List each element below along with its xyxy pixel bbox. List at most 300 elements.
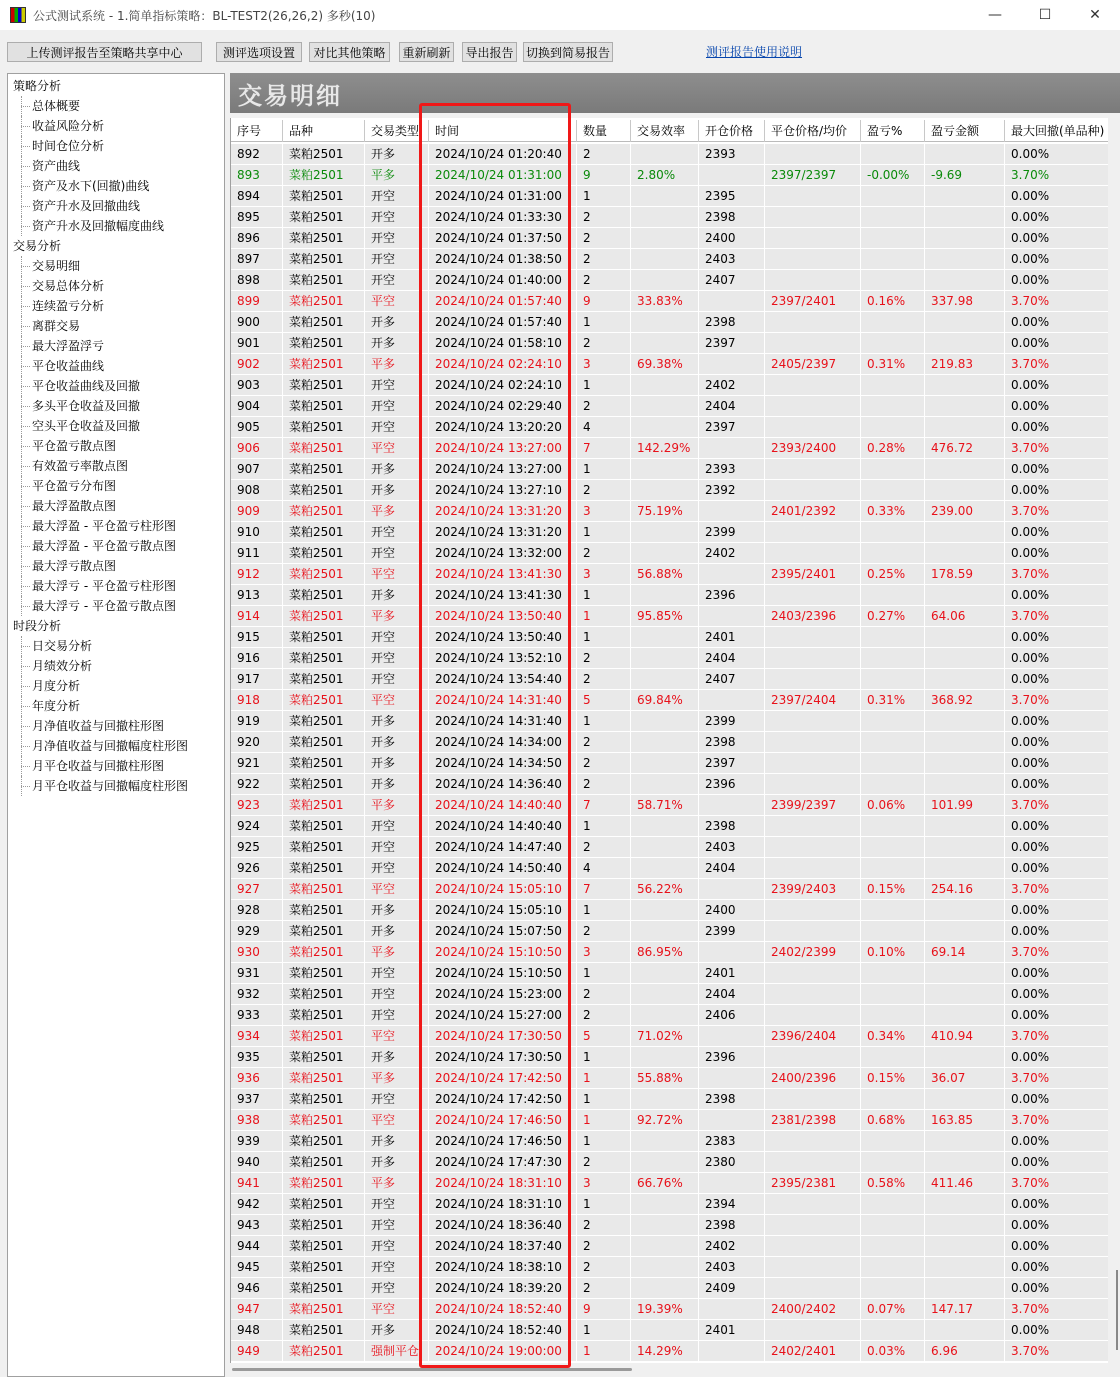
table-cell: 92.72% [631,1110,699,1130]
table-cell: 9 [577,165,631,185]
table-cell: 36.07 [925,1068,1005,1088]
table-cell: 2024/10/24 15:05:10 [429,879,577,899]
tree-item[interactable]: 平仓盈亏分布图 [8,476,224,496]
table-cell: 0.00% [1005,963,1108,983]
table-cell: 2397 [699,333,765,353]
table-row[interactable] [231,249,1108,270]
horizontal-scrollbar[interactable] [232,1368,632,1371]
table-row[interactable] [231,564,1108,585]
table-row[interactable] [231,774,1108,795]
table-cell: 2398 [699,816,765,836]
toolbar [0,38,1120,64]
table-row[interactable] [231,144,1108,165]
tree-item[interactable]: 平仓盈亏散点图 [8,436,224,456]
table-row[interactable] [231,1194,1108,1215]
tree-item[interactable]: 月绩效分析 [8,656,224,676]
tree-item[interactable]: 最大浮亏 - 平仓盈亏散点图 [8,596,224,616]
tree-item[interactable]: 收益风险分析 [8,116,224,136]
table-cell: 0.00% [1005,900,1108,920]
table-cell: 2 [577,753,631,773]
table-cell: 3.70% [1005,690,1108,710]
table-cell: 2 [577,1257,631,1277]
test-options-button[interactable]: 测评选项设置 [216,42,302,62]
table-cell: 2400/2402 [765,1299,861,1319]
table-cell: 2399 [699,522,765,542]
table-cell: 2.80% [631,165,699,185]
table-cell: 菜粕2501 [283,459,365,479]
table-cell: 2024/10/24 17:30:50 [429,1026,577,1046]
table-cell [925,1047,1005,1067]
table-cell [765,732,861,752]
table-cell: 0.00% [1005,837,1108,857]
table-cell: 菜粕2501 [283,522,365,542]
column-header[interactable]: 平仓价格/均价 [765,120,861,142]
table-cell: 2024/10/24 01:57:40 [429,291,577,311]
table-cell [925,333,1005,353]
table-cell: 337.98 [925,291,1005,311]
table-cell: 2024/10/24 17:46:50 [429,1131,577,1151]
table-cell: 开多 [365,1320,429,1340]
tree-item[interactable]: 年度分析 [8,696,224,716]
table-row[interactable] [231,1320,1108,1341]
table-cell: 947 [231,1299,283,1319]
table-cell: 2394 [699,1194,765,1214]
close-button[interactable] [1070,0,1120,30]
table-cell [765,459,861,479]
tree-item[interactable]: 最大浮盈浮亏 [8,336,224,356]
table-row[interactable] [231,333,1108,354]
table-cell: 2401 [699,963,765,983]
table-cell [861,543,925,563]
table-cell [925,1194,1005,1214]
table-cell [861,921,925,941]
table-row[interactable] [231,690,1108,711]
refresh-button[interactable]: 重新刷新 [399,42,454,62]
table-cell: 3.70% [1005,354,1108,374]
tree-item[interactable]: 连续盈亏分析 [8,296,224,316]
tree-item[interactable]: 月净值收益与回撤幅度柱形图 [8,736,224,756]
table-cell: 0.00% [1005,774,1108,794]
table-cell [925,669,1005,689]
table-cell [925,207,1005,227]
column-header[interactable]: 序号 [231,120,283,142]
table-cell: 开空 [365,228,429,248]
table-cell: 2024/10/24 14:31:40 [429,690,577,710]
table-cell: 3.70% [1005,564,1108,584]
table-cell: 2024/10/24 02:24:10 [429,375,577,395]
column-header[interactable]: 交易类型 [365,120,429,142]
table-cell [631,1005,699,1025]
table-cell [699,438,765,458]
table-cell: 开空 [365,375,429,395]
table-cell: 开空 [365,1215,429,1235]
table-row[interactable] [231,648,1108,669]
table-cell: 2397/2404 [765,690,861,710]
table-cell: 菜粕2501 [283,753,365,773]
tree-item[interactable]: 月度分析 [8,676,224,696]
table-cell: 2402/2399 [765,942,861,962]
column-header[interactable]: 数量 [577,120,631,142]
table-row[interactable] [231,1257,1108,1278]
table-cell [861,816,925,836]
table-cell: 菜粕2501 [283,1236,365,1256]
tree-item[interactable]: 最大浮盈散点图 [8,496,224,516]
table-cell [861,774,925,794]
table-cell: 0.27% [861,606,925,626]
table-cell [861,963,925,983]
table-row[interactable] [231,963,1108,984]
table-row[interactable] [231,417,1108,438]
table-cell: -9.69 [925,165,1005,185]
tree-item[interactable]: 最大浮亏散点图 [8,556,224,576]
table-cell: 平多 [365,606,429,626]
table-cell: 2024/10/24 18:38:10 [429,1257,577,1277]
table-cell: 0.00% [1005,711,1108,731]
tree-group[interactable]: 策略分析 [13,79,62,93]
table-cell: 943 [231,1215,283,1235]
table-cell [699,1068,765,1088]
tree-group[interactable]: 时段分析 [13,619,62,633]
table-cell: 2024/10/24 01:37:50 [429,228,577,248]
table-row[interactable] [231,1236,1108,1257]
table-row[interactable] [231,1278,1108,1299]
table-row[interactable] [231,459,1108,480]
table-cell: 平空 [365,690,429,710]
tree-item[interactable]: 平仓收益曲线及回撤 [8,376,224,396]
tree-item[interactable]: 总体概要 [8,96,224,116]
table-row[interactable] [231,270,1108,291]
table-cell: 920 [231,732,283,752]
table-cell: 3.70% [1005,1299,1108,1319]
table-cell: 945 [231,1257,283,1277]
table-cell: 0.00% [1005,1236,1108,1256]
help-link[interactable]: 测评报告使用说明 [706,45,803,59]
table-cell: 2398 [699,312,765,332]
table-cell: 0.15% [861,879,925,899]
table-cell [925,312,1005,332]
table-cell: 0.28% [861,438,925,458]
table-cell [631,711,699,731]
table-row[interactable] [231,1110,1108,1131]
table-cell: 2024/10/24 13:54:40 [429,669,577,689]
table-cell: 892 [231,144,283,164]
table-cell: 2401 [699,627,765,647]
table-cell: 2024/10/24 18:37:40 [429,1236,577,1256]
table-row[interactable] [231,1152,1108,1173]
table-cell: 2024/10/24 14:47:40 [429,837,577,857]
tree-item[interactable]: 最大浮盈 - 平仓盈亏散点图 [8,536,224,556]
column-header[interactable]: 盈亏% [861,120,925,142]
table-cell: 0.00% [1005,1320,1108,1340]
table-row[interactable] [231,1299,1108,1320]
table-row[interactable] [231,312,1108,333]
table-cell [631,753,699,773]
table-cell: 2395/2401 [765,564,861,584]
table-cell: 915 [231,627,283,647]
table-cell: 930 [231,942,283,962]
table-cell: 3.70% [1005,1068,1108,1088]
table-cell [861,396,925,416]
column-header[interactable]: 最大回撤(单品种) [1005,120,1108,142]
table-row[interactable] [231,291,1108,312]
table-cell [765,480,861,500]
tree-item[interactable]: 日交易分析 [8,636,224,656]
table-cell: 2396 [699,585,765,605]
table-cell: 908 [231,480,283,500]
table-cell: 平多 [365,165,429,185]
table-cell: 3.70% [1005,1341,1108,1361]
table-row[interactable] [231,1131,1108,1152]
tree-item[interactable]: 资产升水及回撤曲线 [8,196,224,216]
table-cell: 1 [577,1068,631,1088]
table-cell: 1 [577,1047,631,1067]
table-row[interactable] [231,816,1108,837]
table-cell: 5 [577,1026,631,1046]
compare-strategy-button[interactable]: 对比其他策略 [309,42,390,62]
minimize-button[interactable] [970,0,1020,30]
tree-item[interactable]: 离群交易 [8,316,224,336]
table-cell [765,921,861,941]
tree-item[interactable]: 最大浮盈 - 平仓盈亏柱形图 [8,516,224,536]
tree-item[interactable]: 资产升水及回撤幅度曲线 [8,216,224,236]
table-cell [631,186,699,206]
table-cell: 2400 [699,228,765,248]
table-row[interactable] [231,627,1108,648]
table-cell: 2024/10/24 14:40:40 [429,816,577,836]
table-cell: 菜粕2501 [283,228,365,248]
table-cell: 929 [231,921,283,941]
table-row[interactable] [231,900,1108,921]
table-cell [925,1089,1005,1109]
table-cell: 3.70% [1005,438,1108,458]
table-row[interactable] [231,501,1108,522]
table-row[interactable] [231,1089,1108,1110]
table-cell: 开空 [365,186,429,206]
tree-item[interactable]: 月平仓收益与回撤柱形图 [8,756,224,776]
table-cell: 菜粕2501 [283,963,365,983]
table-row[interactable] [231,354,1108,375]
table-cell: 0.00% [1005,1152,1108,1172]
table-cell: 开空 [365,816,429,836]
table-row[interactable] [231,1215,1108,1236]
table-cell: 939 [231,1131,283,1151]
table-cell: 75.19% [631,501,699,521]
table-cell: 菜粕2501 [283,690,365,710]
table-cell: 开空 [365,1194,429,1214]
tree-item[interactable]: 月平仓收益与回撤幅度柱形图 [8,776,224,796]
table-cell [861,144,925,164]
table-cell [861,522,925,542]
tree-item[interactable]: 有效盈亏率散点图 [8,456,224,476]
table-cell: 0.25% [861,564,925,584]
table-cell: 2398 [699,732,765,752]
table-cell: 894 [231,186,283,206]
table-row[interactable] [231,480,1108,501]
table-cell [861,585,925,605]
table-cell: 0.00% [1005,1278,1108,1298]
table-row[interactable] [231,375,1108,396]
column-header[interactable]: 时间 [429,120,577,142]
table-row[interactable] [231,396,1108,417]
table-row[interactable] [231,585,1108,606]
table-row[interactable] [231,942,1108,963]
table-cell: 0.00% [1005,1005,1108,1025]
table-cell [765,1236,861,1256]
table-cell: 2401 [699,1320,765,1340]
table-row[interactable] [231,1341,1108,1362]
table-cell: 菜粕2501 [283,1152,365,1172]
table-cell: 菜粕2501 [283,711,365,731]
table-row[interactable] [231,522,1108,543]
table-cell: 3.70% [1005,501,1108,521]
tree-item[interactable]: 空头平仓收益及回撤 [8,416,224,436]
table-cell [925,585,1005,605]
table-cell: 0.00% [1005,228,1108,248]
simple-report-button[interactable]: 切换到简易报告 [523,42,613,62]
table-cell: 2024/10/24 15:10:50 [429,942,577,962]
table-cell [631,1089,699,1109]
tree-item[interactable]: 月净值收益与回撤柱形图 [8,716,224,736]
table-cell [699,501,765,521]
table-cell: 905 [231,417,283,437]
table-cell: 3.70% [1005,606,1108,626]
table-cell: 1 [577,1341,631,1361]
table-cell: 903 [231,375,283,395]
table-cell [861,648,925,668]
tree-group[interactable]: 交易分析 [13,239,62,253]
table-row[interactable] [231,438,1108,459]
table-cell: 2 [577,333,631,353]
table-header [231,120,1108,142]
table-row[interactable] [231,732,1108,753]
table-cell [765,816,861,836]
table-cell: 2024/10/24 14:34:50 [429,753,577,773]
table-cell [925,1236,1005,1256]
table-cell: 开多 [365,900,429,920]
column-header[interactable]: 开仓价格 [699,120,765,142]
table-cell: 1 [577,375,631,395]
table-cell: 2024/10/24 19:00:00 [429,1341,577,1361]
table-cell: 开空 [365,984,429,1004]
table-cell [699,1173,765,1193]
table-row[interactable] [231,795,1108,816]
table-cell: 菜粕2501 [283,627,365,647]
column-header[interactable]: 盈亏金额 [925,120,1005,142]
table-row[interactable] [231,186,1108,207]
table-row[interactable] [231,1068,1108,1089]
table-row[interactable] [231,879,1108,900]
table-row[interactable] [231,711,1108,732]
table-cell: 219.83 [925,354,1005,374]
table-row[interactable] [231,1173,1108,1194]
upload-report-button[interactable]: 上传测评报告至策略共享中心 [7,42,202,62]
table-cell: 2404 [699,858,765,878]
table-cell: 7 [577,795,631,815]
tree-item[interactable]: 资产及水下(回撤)曲线 [8,176,224,196]
table-cell: 2024/10/24 14:31:40 [429,711,577,731]
table-cell: 0.00% [1005,459,1108,479]
nav-tree [7,73,225,1377]
table-cell: 菜粕2501 [283,1215,365,1235]
table-cell: 896 [231,228,283,248]
table-cell: 949 [231,1341,283,1361]
table-cell: 2404 [699,396,765,416]
column-header[interactable]: 交易效率 [631,120,699,142]
table-cell: 2407 [699,270,765,290]
table-cell [861,837,925,857]
table-cell: 2401/2392 [765,501,861,521]
table-cell [631,1152,699,1172]
tree-item[interactable]: 平仓收益曲线 [8,356,224,376]
vertical-scrollbar[interactable] [1108,118,1120,1377]
tree-item[interactable]: 最大浮亏 - 平仓盈亏柱形图 [8,576,224,596]
table-row[interactable] [231,207,1108,228]
table-row[interactable] [231,921,1108,942]
table-cell: 2024/10/24 13:50:40 [429,627,577,647]
table-cell [765,522,861,542]
table-row[interactable] [231,165,1108,186]
table-row[interactable] [231,1047,1108,1068]
table-cell: 2399/2403 [765,879,861,899]
table-row[interactable] [231,837,1108,858]
table-cell: 开空 [365,522,429,542]
column-header[interactable]: 品种 [283,120,365,142]
table-row[interactable] [231,753,1108,774]
export-report-button[interactable]: 导出报告 [462,42,517,62]
tree-item[interactable]: 多头平仓收益及回撤 [8,396,224,416]
maximize-button[interactable] [1020,0,1070,30]
table-row[interactable] [231,669,1108,690]
table-cell: 0.00% [1005,732,1108,752]
table-cell: 33.83% [631,291,699,311]
table-cell: 2024/10/24 15:10:50 [429,963,577,983]
table-cell [699,606,765,626]
table-cell [765,1005,861,1025]
table-cell [631,312,699,332]
table-row[interactable] [231,1005,1108,1026]
table-cell [861,1047,925,1067]
table-cell: 0.00% [1005,543,1108,563]
table-cell: 906 [231,438,283,458]
table-cell [631,837,699,857]
table-cell: 2024/10/24 18:36:40 [429,1215,577,1235]
table-cell: 2 [577,1005,631,1025]
tree-item[interactable]: 交易明细 [8,256,224,276]
table-cell: 2024/10/24 01:20:40 [429,144,577,164]
table-cell [631,732,699,752]
table-cell: 0.00% [1005,186,1108,206]
table-cell [925,375,1005,395]
scroll-thumb[interactable] [1116,1270,1118,1350]
tree-item[interactable]: 交易总体分析 [8,276,224,296]
table-row[interactable] [231,606,1108,627]
tree-item[interactable]: 时间仓位分析 [8,136,224,156]
table-row[interactable] [231,543,1108,564]
table-row[interactable] [231,1026,1108,1047]
table-cell [925,1152,1005,1172]
table-cell [631,585,699,605]
table-row[interactable] [231,228,1108,249]
table-cell: 平多 [365,354,429,374]
tree-item[interactable]: 资产曲线 [8,156,224,176]
table-row[interactable] [231,984,1108,1005]
table-cell: 菜粕2501 [283,1005,365,1025]
table-cell [861,375,925,395]
table-cell [631,1131,699,1151]
table-row[interactable] [231,858,1108,879]
table-cell [765,375,861,395]
table-cell [631,333,699,353]
